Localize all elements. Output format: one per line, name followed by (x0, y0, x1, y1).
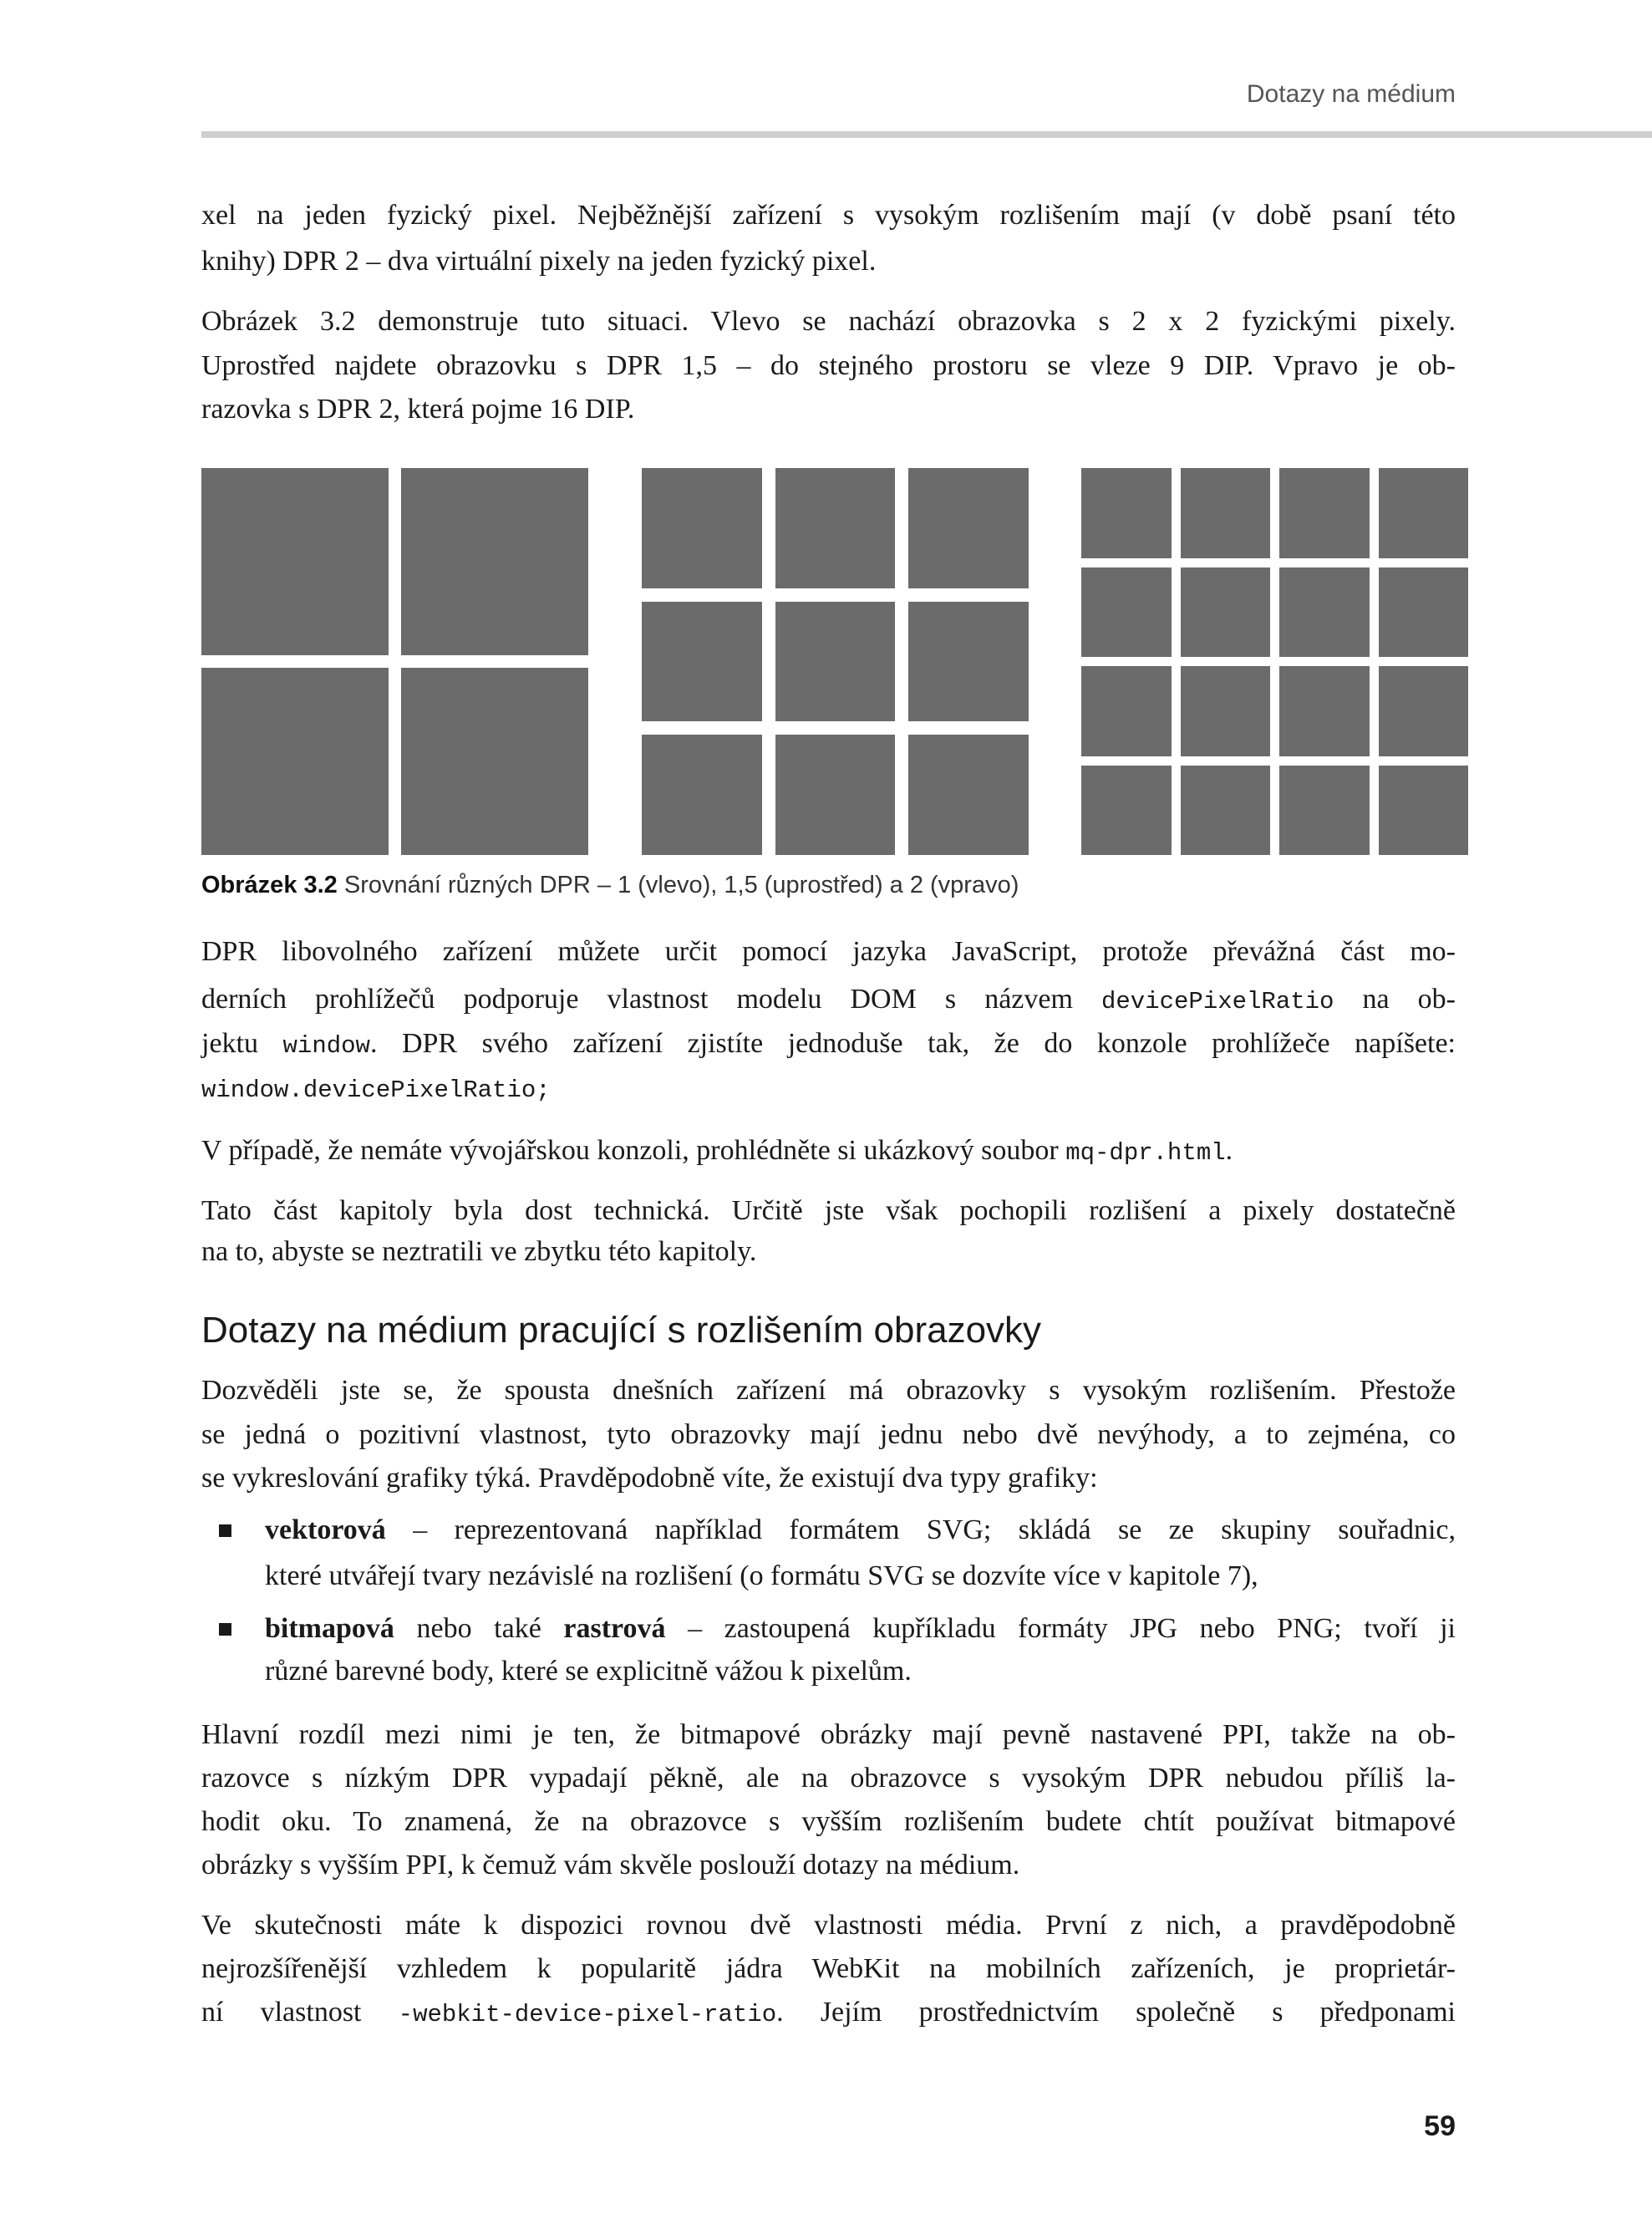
running-header: Dotazy na médium (1246, 80, 1456, 108)
inline-code: window (282, 1032, 370, 1060)
pixel-cell-dpr-2 (1081, 567, 1172, 658)
pixel-cell-dpr-2 (1081, 666, 1172, 756)
bullet-line: které utvářejí tvary nezávislé na rozlišení (o formátu SVG se dozvíte více v kapitole 7), (265, 1560, 1258, 1591)
code-line: window.devicePixelRatio; (201, 1076, 551, 1104)
pixel-cell-dpr-1 (401, 668, 588, 855)
paragraph-line: xel na jeden fyzický pixel. Nejběžnější zařízení s vysokým rozlišením mají (v době psaní této (201, 200, 1456, 231)
paragraph-line: Ve skutečnosti máte k dispozici rovnou dvě vlastnosti média. První z nich, a pravděpodobně (201, 1910, 1456, 1941)
paragraph-line: se vykreslování grafiky týká. Pravděpodobně víte, že existují dva typy grafiky: (201, 1463, 1098, 1494)
paragraph-line: Uprostřed najdete obrazovku s DPR 1,5 – do stejného prostoru se vleze 9 DIP. Vpravo je ob- (201, 350, 1456, 381)
inline-code: mq-dpr.html (1065, 1139, 1226, 1167)
paragraph-line: Obrázek 3.2 demonstruje tuto situaci. Vlevo se nachází obrazovka s 2 x 2 fyzickými pixely. (201, 306, 1456, 337)
paragraph-line: razovka s DPR 2, která pojme 16 DIP. (201, 394, 635, 425)
pixel-cell-dpr-1 (401, 468, 588, 655)
header-rule (201, 131, 1652, 138)
bold-term: bitmapová (265, 1613, 394, 1644)
text: – zastoupená kupříkladu formáty JPG nebo PNG; tvoří ji (665, 1613, 1456, 1644)
pixel-cell-dpr-1-5 (775, 602, 896, 722)
text: – reprezentovaná například formátem SVG; skládá se ze skupiny souřadnic, (385, 1514, 1456, 1545)
paragraph-line: razovce s nízkým DPR vypadají pěkně, ale na obrazovce s vysokým DPR nebudou příliš la- (201, 1763, 1456, 1794)
text: . Jejím prostřednictvím společně s předponami (776, 1997, 1456, 2028)
text: derních prohlížečů podporuje vlastnost modelu DOM s názvem (201, 984, 1101, 1015)
page-number: 59 (1424, 2110, 1456, 2142)
paragraph-line: nejrozšířenější vzhledem k popularitě jádra WebKit na mobilních zařízeních, je proprietár- (201, 1953, 1456, 1984)
paragraph-line: Dozvěděli jste se, že spousta dnešních zařízení má obrazovky s vysokým rozlišením. Přestože (201, 1375, 1456, 1406)
paragraph-line: DPR libovolného zařízení můžete určit pomocí jazyka JavaScript, protože převážná část mo- (201, 936, 1456, 967)
pixel-cell-dpr-2 (1181, 666, 1271, 756)
paragraph-line (201, 1991, 1456, 2034)
paragraph-line (201, 1022, 1456, 1066)
paragraph-line: se jedná o pozitivní vlastnost, tyto obrazovky mají jednu nebo dvě nevýhody, a to zejména, co (201, 1419, 1456, 1450)
pixel-cell-dpr-2 (1081, 766, 1172, 856)
text: . DPR svého zařízení zjistíte jednoduše tak, že do konzole prohlížeče napíšete: (369, 1028, 1456, 1059)
pixel-cell-dpr-1-5 (642, 602, 762, 722)
text: nebo také (394, 1613, 564, 1644)
paragraph-line: hodit oku. To znamená, že na obrazovce s vyšším rozlišením budete chtít používat bitmapové (201, 1806, 1456, 1837)
bullet-line: různé barevné body, které se explicitně vážou k pixelům. (265, 1656, 912, 1687)
text: . (1225, 1135, 1233, 1166)
paragraph-line: Hlavní rozdíl mezi nimi je ten, že bitmapové obrázky mají pevně nastavené PPI, takže na ob- (201, 1719, 1456, 1750)
pixel-cell-dpr-1 (201, 468, 389, 655)
paragraph-line: na to, abyste se neztratili ve zbytku této kapitoly. (201, 1236, 757, 1267)
pixel-cell-dpr-2 (1279, 766, 1370, 856)
pixel-cell-dpr-1-5 (775, 468, 896, 588)
text: na ob- (1334, 984, 1456, 1015)
text: V případě, že nemáte vývojářskou konzoli, prohlédněte si ukázkový soubor (201, 1135, 1066, 1166)
bold-term: vektorová (265, 1514, 386, 1545)
caption-text: Srovnání různých DPR – 1 (vlevo), 1,5 (uprostřed) a 2 (vpravo) (337, 872, 1019, 898)
section-heading: Dotazy na médium pracující s rozlišením obrazovky (201, 1310, 1042, 1351)
bullet-line (265, 1509, 1456, 1552)
paragraph-line (201, 978, 1456, 1021)
pixel-cell-dpr-2 (1181, 468, 1271, 558)
inline-code: devicePixelRatio (1101, 988, 1334, 1015)
pixel-cell-dpr-2 (1379, 766, 1469, 856)
pixel-cell-dpr-1-5 (642, 735, 762, 855)
pixel-cell-dpr-2 (1181, 766, 1271, 856)
pixel-cell-dpr-2 (1379, 468, 1469, 558)
inline-code: -webkit-device-pixel-ratio (398, 2001, 777, 2028)
pixel-cell-dpr-1-5 (642, 468, 762, 588)
pixel-cell-dpr-2 (1279, 468, 1370, 558)
figure-caption (201, 868, 1019, 902)
paragraph-line: obrázky s vyšším PPI, k čemuž vám skvěle poslouží dotazy na médium. (201, 1850, 1020, 1880)
paragraph-line: knihy) DPR 2 – dva virtuální pixely na jeden fyzický pixel. (201, 246, 877, 277)
pixel-cell-dpr-2 (1379, 666, 1469, 756)
text: jektu (201, 1028, 283, 1059)
pixel-cell-dpr-1-5 (775, 735, 896, 855)
pixel-cell-dpr-1-5 (908, 468, 1029, 588)
bullet-square-icon (219, 1623, 231, 1636)
pixel-cell-dpr-2 (1181, 567, 1271, 658)
bold-term: rastrová (563, 1613, 666, 1644)
bullet-line (265, 1607, 1456, 1651)
paragraph-line (201, 1129, 1456, 1173)
pixel-cell-dpr-2 (1081, 468, 1172, 558)
pixel-cell-dpr-2 (1279, 666, 1370, 756)
pixel-cell-dpr-2 (1379, 567, 1469, 658)
paragraph-line: Tato část kapitoly byla dost technická. Určitě jste však pochopili rozlišení a pixely dostatečně (201, 1195, 1456, 1226)
pixel-cell-dpr-1-5 (908, 602, 1029, 722)
pixel-cell-dpr-1-5 (908, 735, 1029, 855)
pixel-cell-dpr-2 (1279, 567, 1370, 658)
pixel-cell-dpr-1 (201, 668, 389, 855)
caption-label: Obrázek 3.2 (201, 872, 338, 898)
bullet-square-icon (219, 1524, 231, 1537)
text: ní vlastnost (201, 1997, 399, 2028)
